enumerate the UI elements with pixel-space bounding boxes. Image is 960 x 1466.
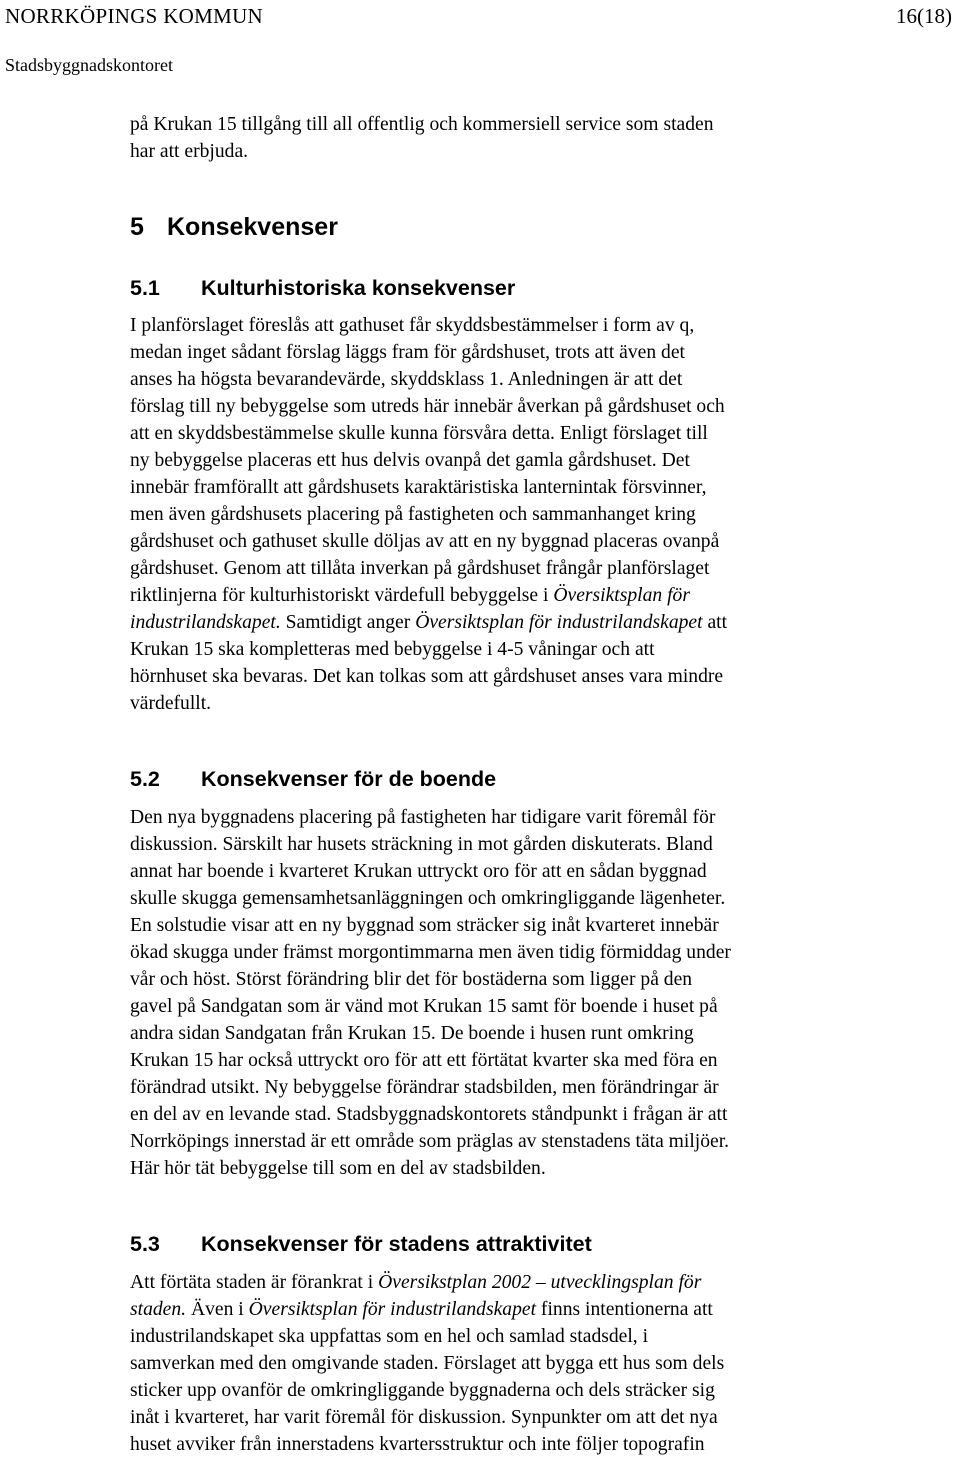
text-line: gavel på Sandgatan som är vänd mot Krukan 15 samt för boende i huset på: [130, 996, 718, 1017]
section-number: 5: [130, 213, 144, 241]
text-line: förslag till ny bebyggelse som utreds här innebär åverkan på gårdshuset och: [130, 396, 725, 417]
document-title-ref: Översiktsplan för industrilandskapet: [248, 1299, 537, 1320]
text-line: ökad skugga under främst morgontimmarna men även tidig förmiddag under: [130, 942, 731, 963]
section-heading-5: [130, 212, 930, 242]
text-line: Krukan 15 ska kompletteras med bebyggelse i 4-5 våningar och att: [130, 639, 655, 660]
section-title: Kulturhistoriska konsekvenser: [201, 276, 516, 300]
text-line: Krukan 15 har också uttryckt oro för att ett förtätat kvarter ska med föra en: [130, 1050, 718, 1071]
section-heading-5-2: [130, 765, 930, 793]
text-line: huset avviker från innerstadens kvartersstruktur och inte följer topografin: [130, 1434, 705, 1455]
text-line: inåt i kvarteret, har varit föremål för diskussion. Synpunkter om att det nya: [130, 1407, 718, 1428]
organization-name: NORRKÖPINGS KOMMUN: [5, 4, 264, 28]
text-line: Den nya byggnadens placering på fastigheten har tidigare varit föremål för: [130, 807, 716, 828]
paragraph-5-3: [130, 1269, 930, 1458]
text-line: samverkan med den omgivande staden. Förslaget att bygga ett hus som dels: [130, 1353, 725, 1374]
text-line: hörnhuset ska bevaras. Det kan tolkas som att gårdshuset anses vara mindre: [130, 666, 724, 687]
document-body: [130, 111, 930, 1458]
text-line: [130, 1269, 930, 1296]
text-line: Norrköpings innerstad är ett område som präglas av stenstadens täta miljöer.: [130, 1131, 730, 1152]
section-heading-5-1: [130, 274, 930, 302]
document-title-ref: staden.: [130, 1299, 187, 1320]
text-line: [130, 582, 930, 609]
section-heading-5-3: [130, 1230, 930, 1258]
department-name: Stadsbyggnadskontoret: [5, 55, 173, 75]
text-line: ny bebyggelse placeras ett hus delvis ovanpå det gamla gårdshuset. Det: [130, 450, 690, 471]
paragraph-5-2: [130, 804, 930, 1182]
page-number: 16(18): [896, 4, 952, 28]
section-title: Konsekvenser för stadens attraktivitet: [201, 1232, 592, 1256]
document-title-ref: Översiktsplan för: [553, 585, 690, 606]
text-line: I planförslaget föreslås att gathuset får skyddsbestämmelser i form av q,: [130, 315, 695, 336]
text-line: men även gårdshusets placering på fastigheten och sammanhanget kring: [130, 504, 696, 525]
section-number: 5.3: [130, 1232, 160, 1256]
text-run: riktlinjerna för kulturhistoriskt värdefull bebyggelse i: [130, 585, 554, 606]
section-number: 5.2: [130, 767, 160, 791]
section-title: Konsekvenser för de boende: [201, 767, 497, 791]
text-line: innebär framförallt att gårdshusets karaktäristiska lanternintak försvinner,: [130, 477, 707, 498]
text-line: vår och höst. Störst förändring blir det för bostäderna som ligger på den: [130, 969, 693, 990]
text-run: Även i: [186, 1299, 249, 1320]
text-line: [130, 1296, 930, 1323]
text-line: medan inget sådant förslag läggs fram för gårdshuset, trots att även det: [130, 342, 685, 363]
text-line: gårdshuset. Genom att tillåta inverkan på gårdshuset frångår planförslaget: [130, 558, 710, 579]
text-line: sticker upp ovanför de omkringliggande byggnaderna och dels sträcker sig: [130, 1380, 715, 1401]
text-run: Samtidigt anger: [280, 612, 416, 633]
text-line: anses ha högsta bevarandevärde, skyddsklass 1. Anledningen är att det: [130, 369, 683, 390]
document-title-ref: Översiktsplan för industrilandskapet: [415, 612, 703, 633]
text-line: Här hör tät bebyggelse till som en del av stadsbilden.: [130, 1158, 546, 1179]
text-line: värdefullt.: [130, 693, 212, 714]
text-run: finns intentionerna att: [536, 1299, 713, 1320]
text-line: på Krukan 15 tillgång till all offentlig och kommersiell service som staden: [130, 114, 714, 135]
text-line: andra sidan Sandgatan från Krukan 15. De boende i husen runt omkring: [130, 1023, 694, 1044]
text-line: industrilandskapet ska uppfattas som en hel och samlad stadsdel, i: [130, 1326, 649, 1347]
text-run: Att förtäta staden är förankrat i: [130, 1272, 379, 1293]
text-line: diskussion. Särskilt har husets sträckning in mot gården diskuterats. Bland: [130, 834, 713, 855]
text-line: att en skyddsbestämmelse skulle kunna försvåra detta. Enligt förslaget till: [130, 423, 708, 444]
document-title-ref: industrilandskapet.: [130, 612, 281, 633]
section-title: Konsekvenser: [167, 213, 338, 241]
intro-paragraph: [130, 111, 930, 165]
text-line: gårdshuset och gathuset skulle döljas av att en ny byggnad placeras ovanpå: [130, 531, 720, 552]
text-line: annat har boende i kvarteret Krukan uttryckt oro för att en sådan byggnad: [130, 861, 707, 882]
text-line: [130, 609, 930, 636]
text-line: förändrad utsikt. Ny bebyggelse förändrar stadsbilden, men förändringar är: [130, 1077, 719, 1098]
text-line: en del av en levande stad. Stadsbyggnadskontorets ståndpunkt i frågan är att: [130, 1104, 728, 1125]
paragraph-5-1: [130, 312, 930, 717]
text-line: skulle skugga gemensamhetsanläggningen och omkringliggande lägenheter.: [130, 888, 726, 909]
section-number: 5.1: [130, 276, 160, 300]
document-title-ref: Översikstplan 2002 – utvecklingsplan för: [378, 1272, 702, 1293]
text-run: att: [702, 612, 728, 633]
text-line: har att erbjuda.: [130, 141, 249, 162]
text-line: En solstudie visar att en ny byggnad som sträcker sig inåt kvarteret innebär: [130, 915, 719, 936]
